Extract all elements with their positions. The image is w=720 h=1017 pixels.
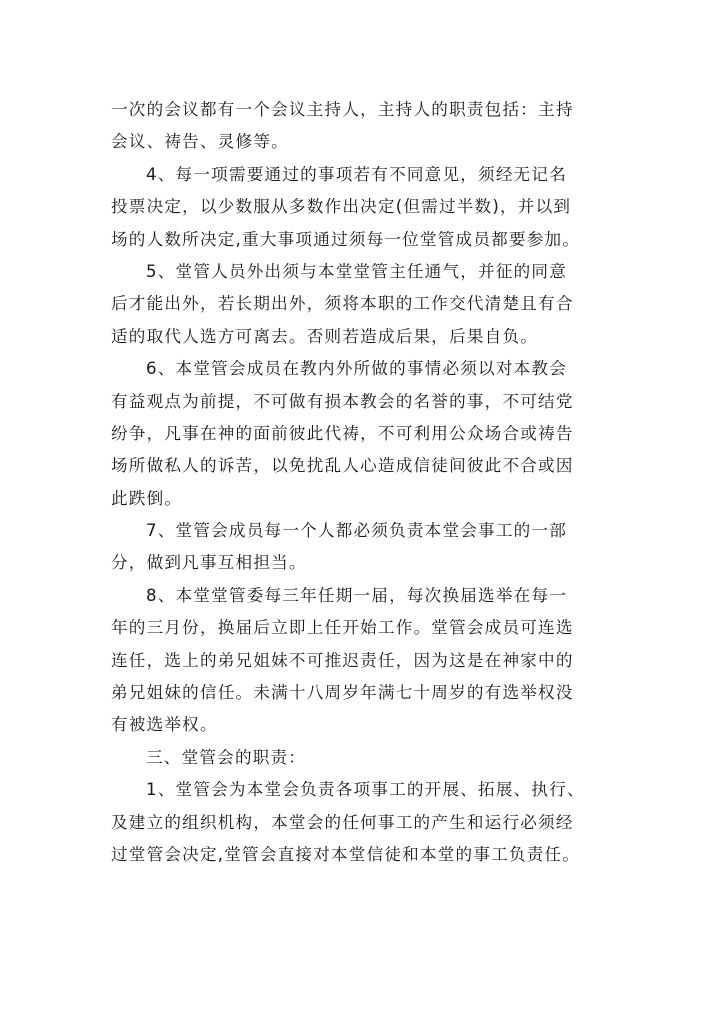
text-line: 弟兄姐妹的信任。未满十八周岁年满七十周岁的有选举权没: [111, 683, 574, 703]
paragraph-start-line: 8、本堂堂管委每三年任期一届，每次换届选举在每一: [146, 585, 568, 605]
text-line: 过堂管会决定,堂管会直接对本堂信徒和本堂的事工负责任。: [111, 844, 581, 864]
text-line: 年的三月份，换届后立即上任开始工作。堂管会成员可连选: [111, 618, 574, 638]
text-line: 有被选举权。: [111, 715, 218, 735]
text-line: 适的取代人选方可离去。否则若造成后果，后果自负。: [111, 326, 539, 346]
text-line: 分，做到凡事互相担当。: [111, 553, 307, 573]
text-line: 连任，选上的弟兄姐妹不可推迟责任，因为这是在神家中的: [111, 650, 574, 670]
text-line: 投票决定，以少数服从多数作出决定(但需过半数)，并以到: [111, 197, 572, 217]
text-line: 场所做私人的诉苦，以免扰乱人心造成信徒间彼此不合或因: [111, 456, 574, 476]
section-heading: 三、堂管会的职责：: [146, 747, 307, 767]
document-body: [111, 94, 623, 871]
text-line: 此跌倒。: [111, 488, 183, 508]
text-line: 会议、祷告、灵修等。: [111, 132, 289, 152]
text-line: 有益观点为前提，不可做有损本教会的名誉的事，不可结党: [111, 391, 574, 411]
paragraph-start-line: 4、每一项需要通过的事项若有不同意见，须经无记名: [146, 164, 568, 184]
text-line: 纷争，凡事在神的面前彼此代祷，不可利用公众场合或祷告: [111, 423, 574, 443]
paragraph-start-line: 5、堂管人员外出须与本堂堂管主任通气，并征的同意: [146, 261, 568, 281]
paragraph-start-line: 1、堂管会为本堂会负责各项事工的开展、拓展、执行、: [146, 780, 585, 800]
text-line: 一次的会议都有一个会议主持人，主持人的职责包括：主持: [111, 100, 574, 119]
paragraph-start-line: 7、堂管会成员每一个人都必须负责本堂会事工的一部: [146, 521, 568, 541]
text-line: 及建立的组织机构，本堂会的任何事工的产生和运行必须经: [111, 812, 574, 832]
paragraph-start-line: 6、本堂管会成员在教内外所做的事情必须以对本教会: [146, 359, 568, 379]
text-line: 场的人数所决定,重大事项通过须每一位堂管成员都要参加。: [111, 229, 581, 249]
text-line: 后才能出外，若长期出外，须将本职的工作交代清楚且有合: [111, 294, 574, 314]
